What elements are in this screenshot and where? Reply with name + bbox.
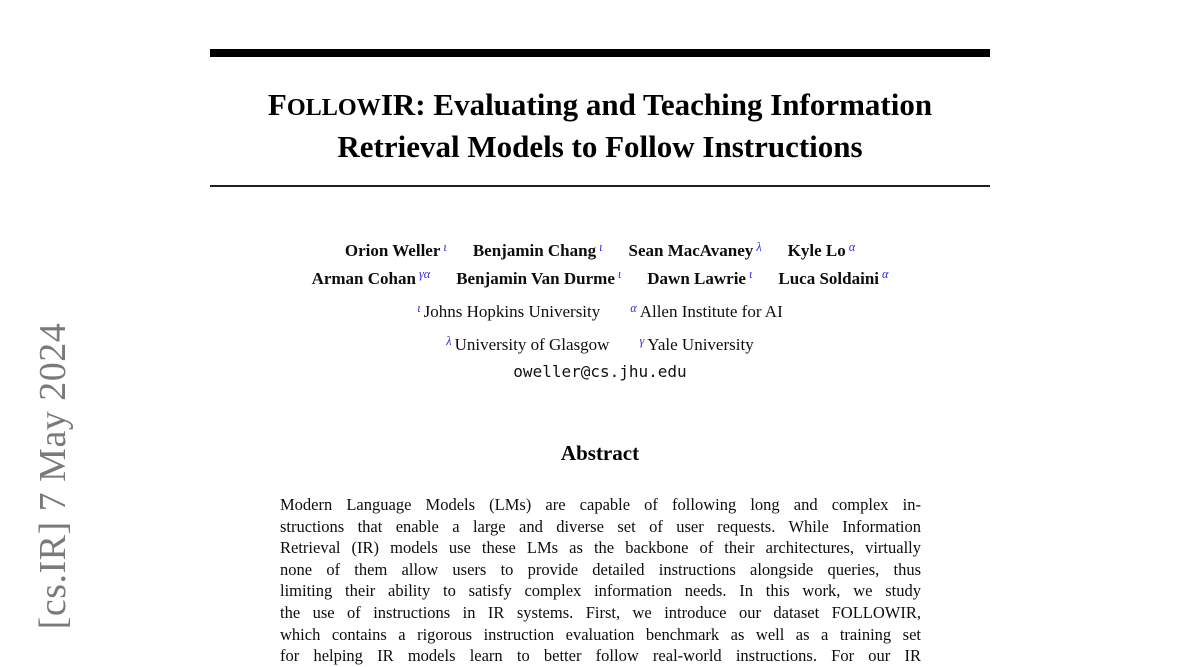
author bbox=[456, 269, 621, 288]
affiliation-name: Yale University bbox=[647, 335, 754, 354]
affiliation-superscript: ι bbox=[417, 300, 421, 315]
author-list bbox=[0, 238, 1200, 293]
affiliation bbox=[639, 335, 753, 354]
affiliation-row-1 bbox=[0, 296, 1200, 329]
abstract-line: structions that enable a large and diverse set of user requests. While Information bbox=[280, 516, 921, 536]
title-followir-tail: IR: bbox=[380, 87, 426, 122]
author-name: Benjamin Van Durme bbox=[456, 268, 615, 288]
affiliation-superscript: α bbox=[882, 267, 889, 281]
author bbox=[647, 269, 752, 288]
author-row-1 bbox=[0, 238, 1200, 266]
top-rule bbox=[210, 49, 990, 57]
affiliation bbox=[630, 302, 782, 321]
author-name: Sean MacAvaney bbox=[628, 241, 754, 260]
author-name: Benjamin Chang bbox=[472, 241, 597, 260]
author-name: Orion Weller bbox=[344, 241, 441, 260]
paper-title-line2: Retrieval Models to Follow Instructions bbox=[337, 129, 863, 164]
affiliation-superscript: ι bbox=[617, 267, 622, 281]
abstract-line: Modern Language Models (LMs) are capable of following long and complex in- bbox=[280, 495, 921, 514]
title-followir-lead: F bbox=[267, 87, 287, 122]
author bbox=[778, 269, 888, 288]
author-row-2 bbox=[0, 266, 1200, 294]
affiliation-superscript: α bbox=[630, 300, 637, 315]
affiliation-superscript: α bbox=[848, 239, 856, 254]
author bbox=[312, 269, 431, 288]
author bbox=[345, 241, 447, 260]
affiliation-name: Allen Institute for AI bbox=[639, 302, 783, 321]
affiliation-row-2 bbox=[0, 329, 1200, 362]
abstract-line: Retrieval (IR) models use these LMs as the backbone of their architectures, virtually bbox=[280, 538, 921, 558]
title-line1-rest: Evaluating and Teaching Information bbox=[425, 87, 933, 122]
paper-title bbox=[0, 85, 1200, 166]
title-followir-smallcaps: OLLOW bbox=[286, 94, 381, 121]
author bbox=[629, 241, 762, 260]
affiliation-superscript: γ bbox=[639, 333, 645, 348]
author-name: Arman Cohan bbox=[311, 268, 416, 288]
affiliation-superscript: ι bbox=[599, 239, 603, 254]
affiliation-superscript: λ bbox=[446, 333, 452, 348]
abstract-line: none of them allow users to provide detailed instructions alongside queries, thus bbox=[280, 559, 921, 579]
abstract-heading: Abstract bbox=[560, 441, 640, 465]
author bbox=[473, 241, 603, 260]
affiliation bbox=[446, 335, 609, 354]
contact-email: oweller@cs.jhu.edu bbox=[513, 362, 687, 381]
affiliation-superscript: λ bbox=[756, 239, 762, 254]
affiliation-list bbox=[0, 296, 1200, 362]
abstract-line: for helping IR models learn to better follow real-world instructions. For our IR bbox=[280, 646, 921, 666]
author-name: Kyle Lo bbox=[787, 241, 846, 260]
abstract-line: the use of instructions in IR systems. First, we introduce our dataset FOLLOWIR, bbox=[280, 602, 921, 622]
affiliation bbox=[417, 302, 600, 321]
affiliation-superscript: γα bbox=[418, 267, 431, 281]
author-name: Dawn Lawrie bbox=[647, 268, 746, 288]
affiliation-superscript: ι bbox=[748, 267, 753, 281]
author bbox=[788, 241, 856, 260]
title-rule bbox=[210, 185, 990, 187]
paper-title-line1 bbox=[0, 85, 1200, 127]
affiliation-name: University of Glasgow bbox=[454, 335, 610, 354]
arxiv-watermark: [cs.IR] 7 May 2024 bbox=[32, 322, 74, 630]
abstract-line: which contains a rigorous instruction evaluation benchmark as well as a training set bbox=[280, 624, 921, 644]
abstract-text bbox=[280, 494, 921, 667]
abstract-line: limiting their ability to satisfy complex information needs. In this work, we study bbox=[280, 581, 921, 601]
author-name: Luca Soldaini bbox=[778, 268, 880, 288]
affiliation-superscript: ι bbox=[443, 239, 447, 254]
affiliation-name: Johns Hopkins University bbox=[423, 302, 601, 321]
